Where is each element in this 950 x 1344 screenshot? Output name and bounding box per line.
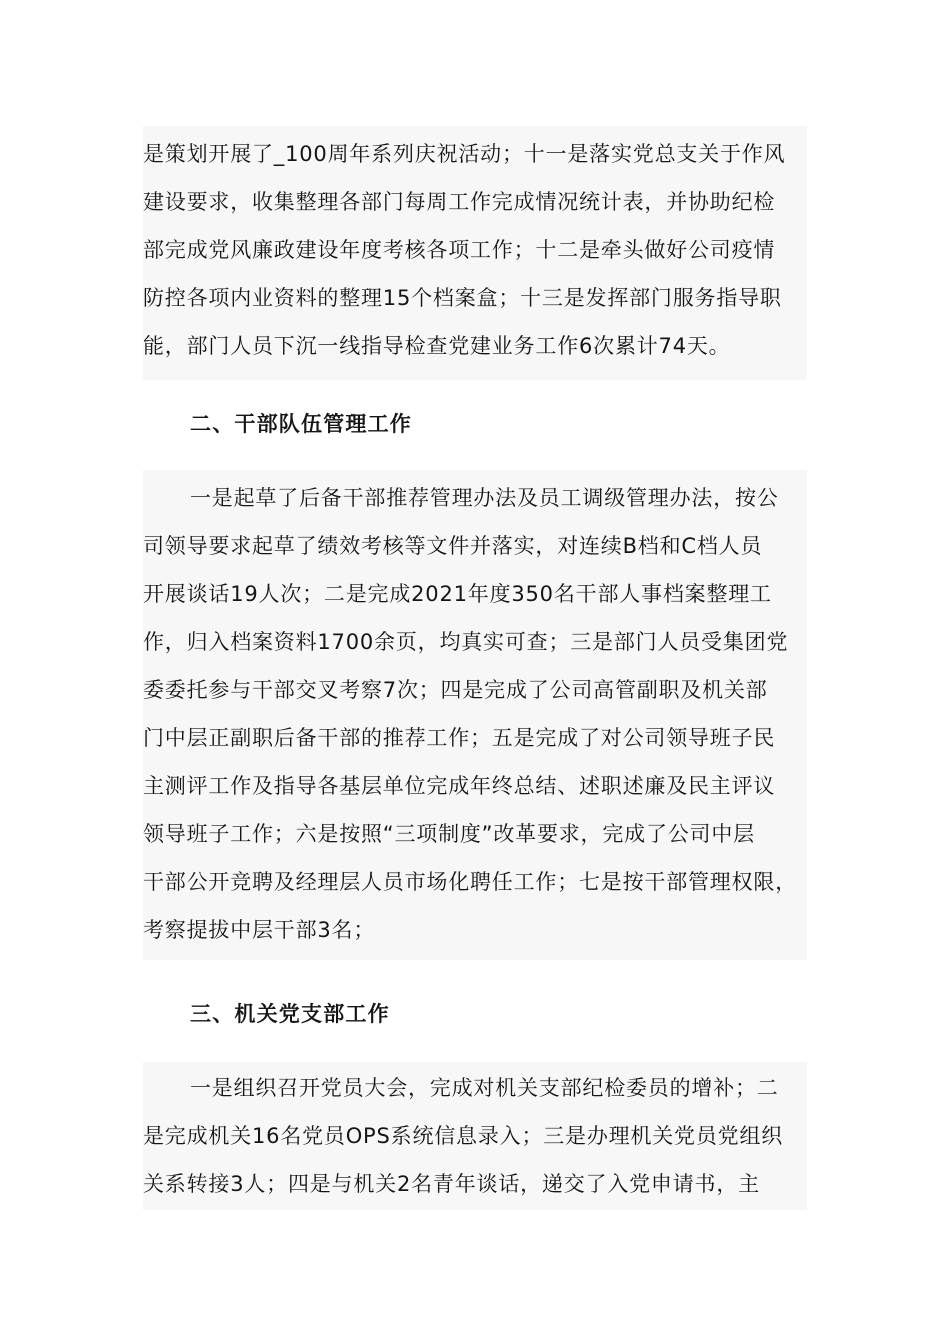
paragraph-line: 一是组织召开党员大会，完成对机关支部纪检委员的增补；二 (190, 1076, 779, 1100)
paragraph-line: 司领导要求起草了绩效考核等文件并落实，对连续B档和C档人员 (143, 534, 763, 558)
paragraph-line: 干部公开竞聘及经理层人员市场化聘任工作；七是按干部管理权限， (143, 870, 797, 894)
paragraph-line: 领导班子工作；六是按照“三项制度”改革要求，完成了公司中层 (143, 822, 755, 846)
paragraph-line: 主测评工作及指导各基层单位完成年终总结、述职述廉及民主评议 (143, 774, 776, 798)
paragraph-line: 关系转接3人；四是与机关2名青年谈话，递交了入党申请书，主 (143, 1172, 760, 1196)
paragraph-line: 是完成机关16名党员OPS系统信息录入；三是办理机关党员党组织 (143, 1124, 784, 1148)
section1-text-block (143, 126, 807, 380)
section3-text-block (143, 1062, 807, 1210)
section3-heading: 三、机关党支部工作 (190, 1002, 390, 1026)
section2-text-block (143, 470, 807, 960)
paragraph-line: 作，归入档案资料1700余页，均真实可查；三是部门人员受集团党 (143, 630, 789, 654)
paragraph-line: 考察提拔中层干部3名； (143, 918, 376, 942)
paragraph-line: 部完成党风廉政建设年度考核各项工作；十二是牵头做好公司疫情 (143, 238, 776, 262)
paragraph-line: 是策划开展了_100周年系列庆祝活动；十一是落实党总支关于作风 (143, 142, 786, 166)
paragraph-line: 建设要求，收集整理各部门每周工作完成情况统计表，并协助纪检 (143, 190, 776, 214)
paragraph-line: 防控各项内业资料的整理15个档案盒；十三是发挥部门服务指导职 (143, 286, 782, 310)
section2-heading: 二、干部队伍管理工作 (190, 412, 412, 436)
paragraph-line: 委委托参与干部交叉考察7次；四是完成了公司高管副职及机关部 (143, 678, 768, 702)
paragraph-line: 门中层正副职后备干部的推荐工作；五是完成了对公司领导班子民 (143, 726, 776, 750)
paragraph-line: 能，部门人员下沉一线指导检查党建业务工作6次累计74天。 (143, 334, 731, 358)
paragraph-line: 开展谈话19人次；二是完成2021年度350名干部人事档案整理工 (143, 582, 772, 606)
paragraph-line: 一是起草了后备干部推荐管理办法及员工调级管理办法，按公 (190, 486, 779, 510)
